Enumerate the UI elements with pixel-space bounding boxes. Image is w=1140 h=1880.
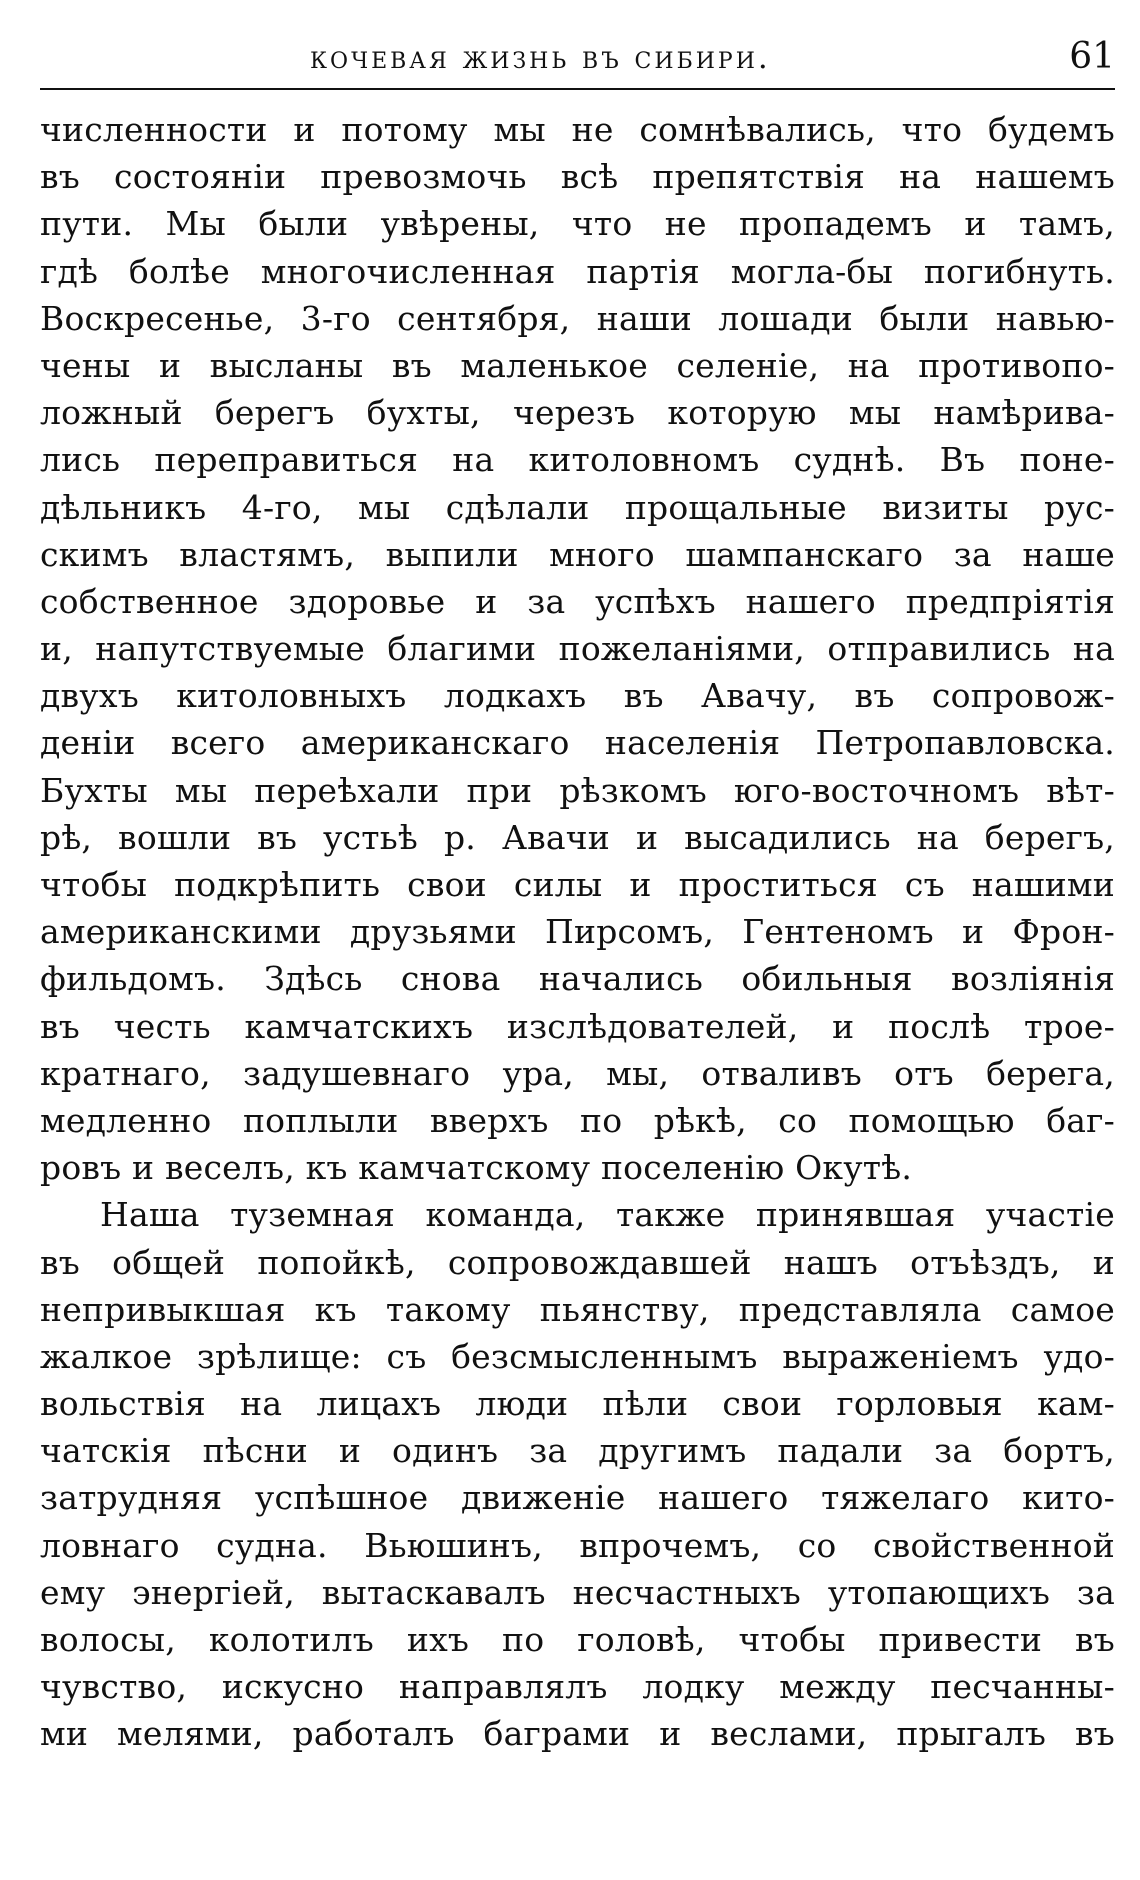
header-rule <box>40 88 1115 90</box>
text-line: численности и потому мы не сомнѣвались, что будемъ <box>40 110 1115 149</box>
text-line: ловнаго судна. Вьюшинъ, впрочемъ, со свойственной <box>40 1525 1115 1565</box>
text-line: кратнаго, задушевнаго ура, мы, отваливъ отъ берега, <box>40 1053 1115 1093</box>
text-line: ми мелями, работалъ баграми и веслами, прыгалъ въ <box>40 1714 1115 1754</box>
text-line: собственное здоровье и за успѣхъ нашего предпріятія <box>40 581 1115 621</box>
text-line: въ состояніи превозмочь всѣ препятствія на нашемъ <box>40 157 1115 197</box>
text-line: чтобы подкрѣпить свои силы и проститься съ нашими <box>40 865 1115 904</box>
text-line: ему энергіей, вытаскавалъ несчастныхъ утопающихъ за <box>40 1572 1115 1612</box>
text-line: чувство, искусно направлялъ лодку между песчанны- <box>40 1667 1115 1707</box>
text-line: въ честь камчатскихъ изслѣдователей, и послѣ трое- <box>40 1006 1115 1046</box>
text-line: двухъ китоловныхъ лодкахъ въ Авачу, въ сопровож- <box>40 676 1115 716</box>
text-line: чатскія пѣсни и одинъ за другимъ падали за бортъ, <box>40 1431 1115 1471</box>
book-page <box>40 30 1120 1860</box>
text-line: чены и высланы въ маленькое селеніе, на противопо- <box>40 345 1115 385</box>
page-number: 61 <box>1069 36 1115 77</box>
text-line: ложный берегъ бухты, черезъ которую мы намѣрива- <box>40 393 1115 433</box>
text-line: пути. Мы были увѣрены, что не пропадемъ и тамъ, <box>40 204 1115 244</box>
text-line: медленно поплыли вверхъ по рѣкѣ, со помощью баг- <box>40 1100 1115 1140</box>
text-line: ровъ и веселъ, къ камчатскому поселенію Окутѣ. <box>40 1148 913 1188</box>
body-text <box>40 106 1115 1846</box>
text-line: вольствія на лицахъ люди пѣли свои горловыя кам- <box>40 1384 1115 1424</box>
running-title: кочевая жизнь въ сибири. <box>310 40 771 76</box>
text-line: гдѣ болѣе многочисленная партія могла-бы погибнуть. <box>40 251 1115 291</box>
text-line: лись переправиться на китоловномъ суднѣ. Въ поне- <box>40 440 1115 480</box>
text-line: дѣльникъ 4-го, мы сдѣлали прощальные визиты рус- <box>40 487 1115 527</box>
text-line: Воскресенье, 3-го сентября, наши лошади были навью- <box>40 298 1115 338</box>
text-line: Бухты мы переѣхали при рѣзкомъ юго-восточномъ вѣт- <box>40 770 1115 810</box>
text-line: деніи всего американскаго населенія Петропавловска. <box>40 723 1115 763</box>
text-line: непривыкшая къ такому пьянству, представляла самое <box>40 1289 1115 1329</box>
text-line: въ общей попойкѣ, сопровождавшей нашъ отъѣздъ, и <box>40 1242 1115 1282</box>
text-line: жалкое зрѣлище: съ безсмысленнымъ выраженіемъ удо- <box>40 1336 1115 1376</box>
text-line: американскими друзьями Пирсомъ, Гентеномъ и Фрон- <box>40 912 1115 952</box>
text-line: и, напутствуемые благими пожеланіями, отправились на <box>40 629 1115 669</box>
text-line: рѣ, вошли въ устьѣ р. Авачи и высадились на берегъ, <box>40 817 1115 857</box>
running-head <box>40 30 1115 90</box>
text-line: волосы, колотилъ ихъ по головѣ, чтобы привести въ <box>40 1620 1115 1659</box>
paragraph <box>40 106 1115 1191</box>
paragraph <box>40 1191 1115 1757</box>
text-line: фильдомъ. Здѣсь снова начались обильныя возліянія <box>40 959 1115 999</box>
text-line: скимъ властямъ, выпили много шампанскаго за наше <box>40 534 1115 574</box>
text-line: Наша туземная команда, также принявшая участіе <box>100 1195 1115 1235</box>
text-line: затрудняя успѣшное движеніе нашего тяжелаго кито- <box>40 1478 1115 1518</box>
